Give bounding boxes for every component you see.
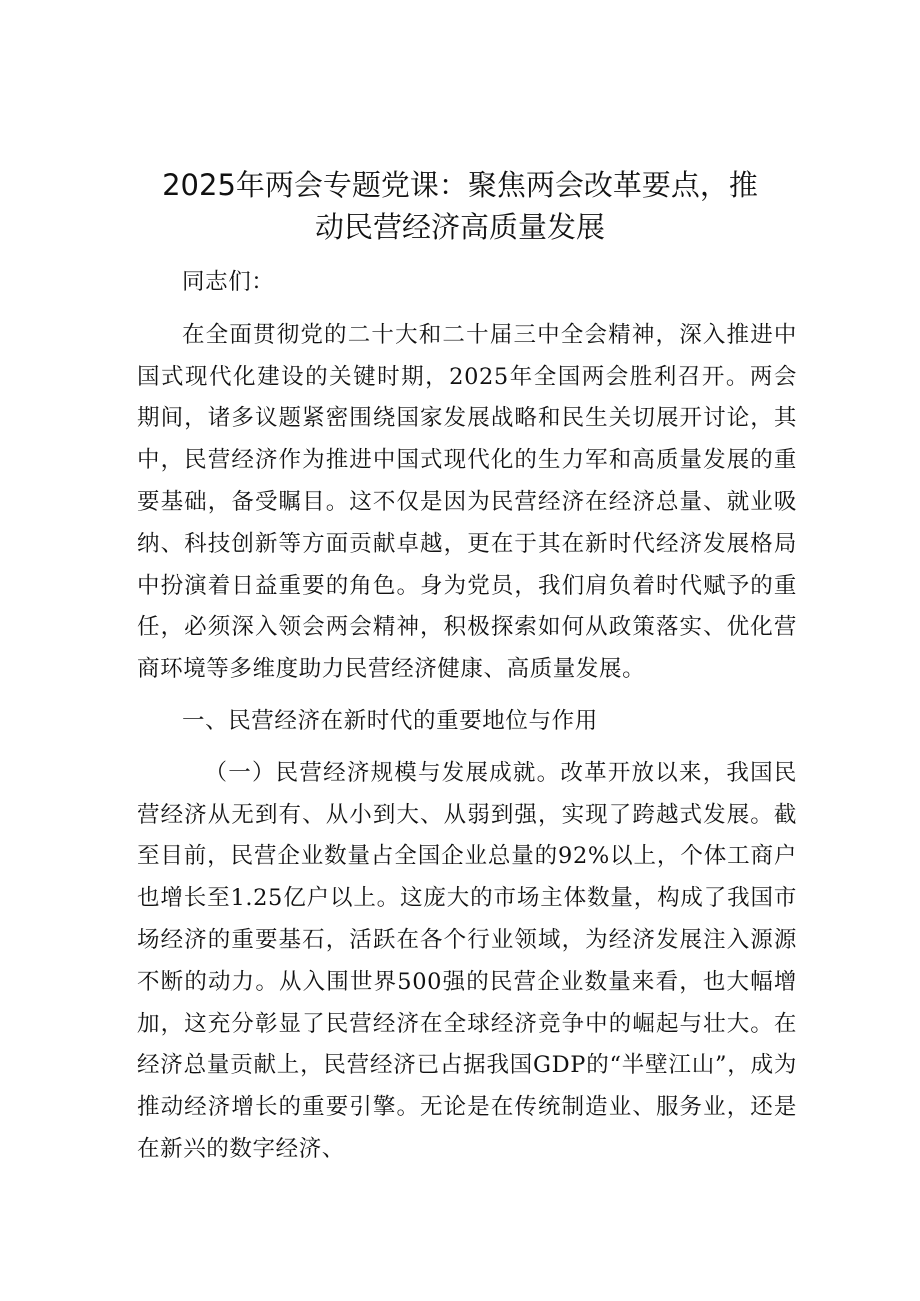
paragraph-intro: 在全面贯彻党的二十大和二十届三中全会精神，深入推进中国式现代化建设的关键时期，2025年全国两会胜利召开。两会期间，诸多议题紧密围绕国家发展战略和民生关切展开讨论，其中，民营经济作为推进中国式现代化的生力军和高质量发展的重要基础，备受瞩目。这不仅是因为民营经济在经济总量、就业吸纳、科技创新等方面贡献卓越，更在于其在新时代经济发展格局中扮演着日益重要的角色。身为党员，我们肩负着时代赋予的重任，必须深入领会两会精神，积极探索如何从政策落实、优化营商环境等多维度助力民营经济健康、高质量发展。 bbox=[137, 321, 797, 683]
title-line-1: 2025年两会专题党课：聚焦两会改革要点，推 bbox=[162, 168, 758, 202]
title-line-2: 动民营经济高质量发展 bbox=[314, 210, 605, 244]
subsection-paragraph-1: （一）民营经济规模与发展成就。改革开放以来，我国民营经济从无到有、从小到大、从弱到强，实现了跨越式发展。截至目前，民营企业数量占全国企业总量的92%以上，个体工商户也增长至1.25亿户以上。这庞大的市场主体数量，构成了我国市场经济的重要基石，活跃在各个行业领域，为经济发展注入源源不断的动力。从入围世界500强的民营企业数量来看，也大幅增加，这充分彰显了民营经济在全球经济竞争中的崛起与壮大。在经济总量贡献上，民营经济已占据我国GDP的“半壁江山”，成为推动经济增长的重要引擎。无论是在传统制造业、服务业，还是在新兴的数字经济、 bbox=[137, 759, 797, 1162]
document-title bbox=[130, 164, 790, 248]
document-body bbox=[137, 262, 797, 1171]
section-heading-1: 一、民营经济在新时代的重要地位与作用 bbox=[182, 707, 598, 734]
salutation: 同志们： bbox=[182, 269, 275, 295]
